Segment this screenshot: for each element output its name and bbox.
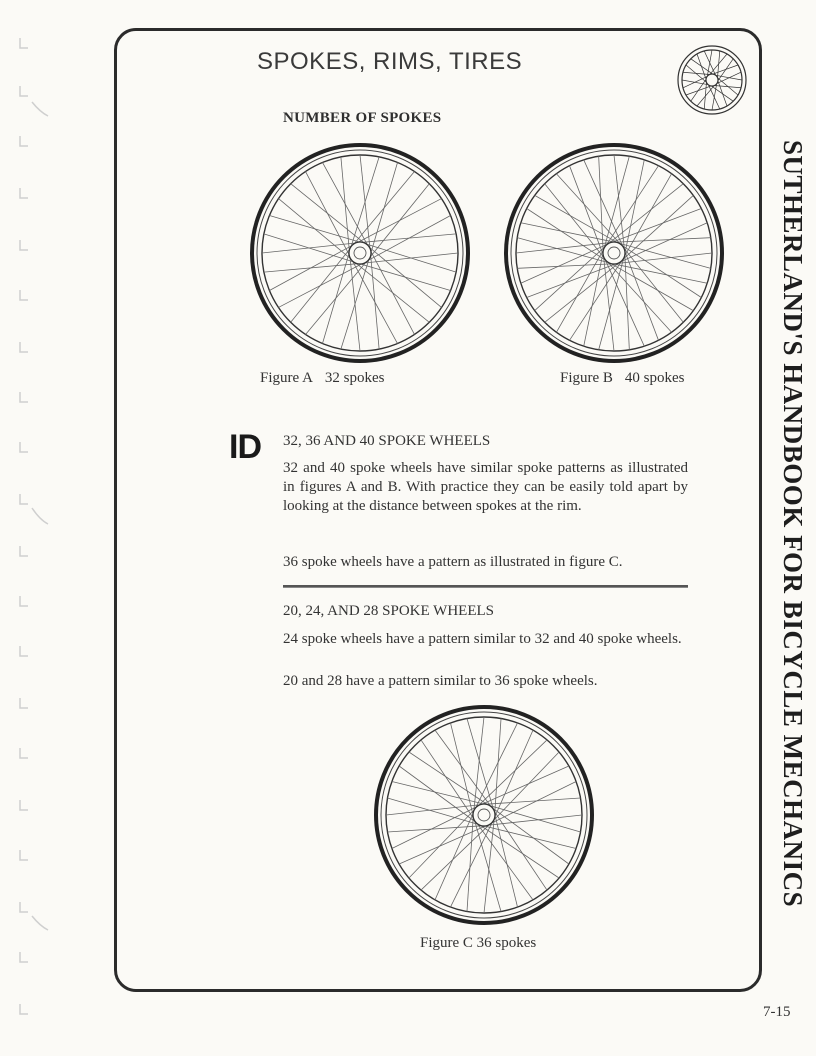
- figure-a-spokes: 32 spokes: [324, 370, 385, 386]
- figure-a-spoke: [350, 172, 415, 249]
- subhead-number-of-spokes: NUMBER OF SPOKES: [283, 110, 442, 126]
- figure-b-spoke: [607, 261, 694, 310]
- figure-c-caption: Figure C 36 spokes: [420, 935, 537, 951]
- figure-c-spoke: [450, 723, 474, 820]
- figure-a-spoke: [291, 244, 354, 323]
- spine-title: SUTHERLAND'S HANDBOOK FOR BICYCLE MECHANICS: [778, 140, 808, 908]
- section-divider: [283, 585, 688, 588]
- figure-b-caption: [560, 370, 685, 387]
- wheel-thumbnail-spoke: [717, 72, 741, 83]
- figure-c-spoke: [490, 752, 559, 824]
- figure-b-wheel: [502, 141, 726, 365]
- figure-b-spoke: [556, 246, 605, 333]
- figure-a-spoke: [369, 162, 397, 259]
- figure-b-spoke: [604, 166, 659, 249]
- figure-c-hub: [473, 804, 495, 826]
- figure-a-spoke: [306, 257, 371, 334]
- section-20-24-28-heading: 20, 24, AND 28 SPOKE WHEELS: [283, 603, 494, 619]
- figure-b-spoke: [618, 243, 701, 298]
- figure-a-spoke: [291, 184, 370, 247]
- figure-c-spoke: [494, 810, 518, 907]
- figure-a-spoke: [269, 216, 366, 244]
- figure-b-spoke: [535, 195, 622, 244]
- section-32-36-40-para-2: 36 spoke wheels have a pattern as illustrated in figure C.: [283, 554, 623, 570]
- figure-c-spoke: [493, 730, 533, 822]
- section-title: SPOKES, RIMS, TIRES: [257, 48, 523, 75]
- figure-b-spoke: [527, 209, 610, 264]
- figure-a-wheel: [248, 141, 472, 365]
- figure-a-spoke: [351, 259, 430, 322]
- figure-b-spoke: [517, 264, 617, 269]
- figure-b-spoke: [625, 250, 630, 350]
- section-20-24-28-para-2: 20 and 28 have a pattern similar to 36 spoke wheels.: [283, 673, 598, 689]
- section-20-24-28-para-1: 24 spoke wheels have a pattern similar to 32 and 40 spoke wheels.: [283, 631, 682, 647]
- page-number: 7-15: [763, 1004, 791, 1020]
- section-32-36-40-para-1: 32 and 40 spoke wheels have similar spoke patterns as illustrated in figures A and B. With practice they can be easily told apart by looking at the distance between spokes at the rim.: [283, 460, 688, 514]
- figure-c-spoke: [475, 740, 547, 809]
- figure-a-spoke: [364, 243, 441, 308]
- figure-b-spoke: [611, 238, 711, 243]
- figure-c-spoke: [477, 766, 569, 806]
- id-marker: ID: [229, 428, 261, 466]
- figure-c-spoke: [421, 740, 477, 823]
- figure-b-spoke: [622, 174, 671, 261]
- figure-b-hub: [603, 242, 625, 264]
- figure-c-spoke: [399, 824, 491, 864]
- wheel-thumbnail-icon: [674, 42, 750, 118]
- figure-b-spoke: [599, 156, 604, 256]
- figure-a-spoke: [354, 262, 451, 290]
- figure-c-wheel: [372, 703, 596, 927]
- figure-b-label: Figure B: [560, 370, 613, 386]
- section-32-36-40-heading: 32, 36 AND 40 SPOKE WHEELS: [283, 433, 491, 449]
- figure-a-caption: [260, 370, 385, 387]
- figure-a-spoke: [366, 184, 429, 263]
- figure-a-spoke: [323, 247, 351, 344]
- figure-a-spoke: [279, 199, 356, 264]
- figure-a-label: Figure A: [260, 370, 313, 386]
- binder-marks: [14, 0, 54, 1056]
- figure-b-spokes: 40 spokes: [624, 370, 685, 386]
- figure-b-spoke: [570, 257, 625, 340]
- figure-c-spoke: [421, 821, 493, 890]
- figure-a-hub: [349, 242, 371, 264]
